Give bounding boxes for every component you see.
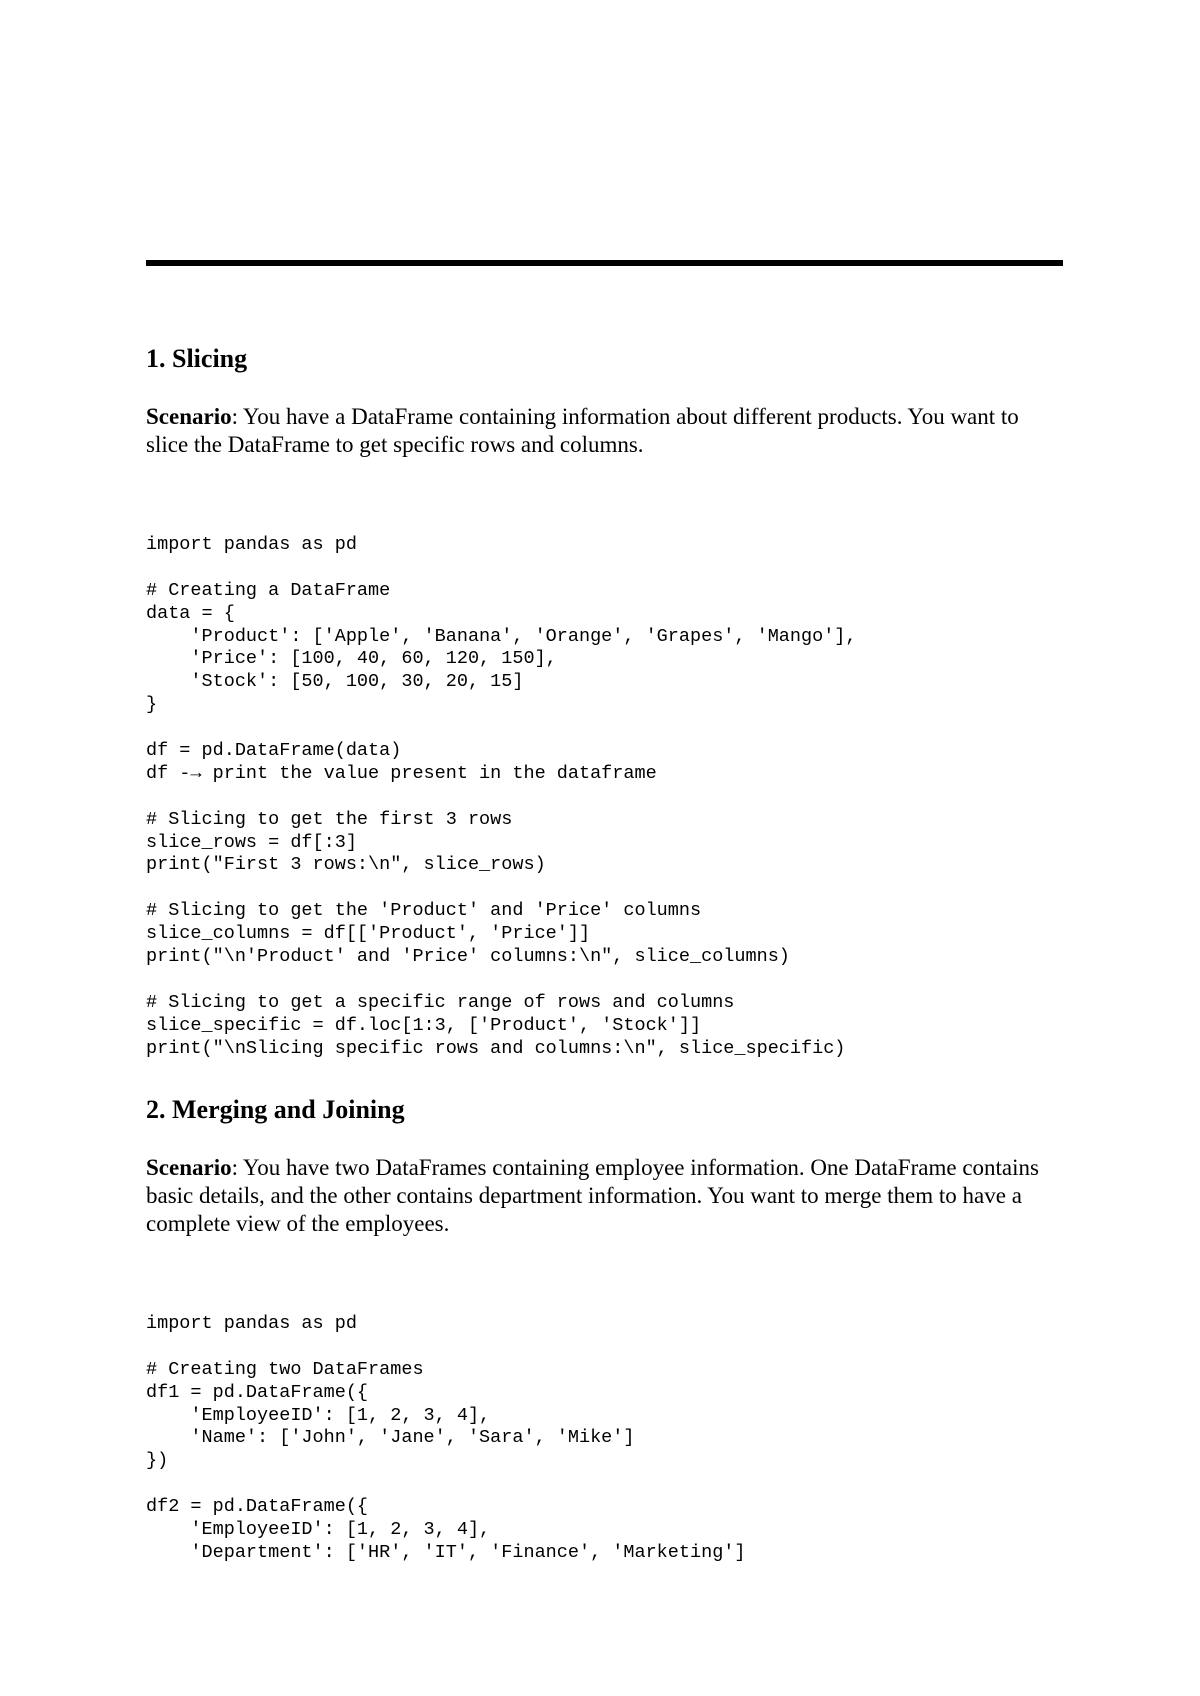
code-line: # Slicing to get the first 3 rows	[146, 808, 513, 830]
code-line: 'Department': ['HR', 'IT', 'Finance', 'Marketing']	[146, 1541, 746, 1563]
section-2-scenario	[146, 1154, 1066, 1238]
section-1-heading: 1. Slicing	[146, 344, 248, 373]
code-line: df2 = pd.DataFrame({	[146, 1496, 369, 1518]
code-line: df -→ print the value present in the dataframe	[146, 762, 657, 784]
code-line: # Creating two DataFrames	[146, 1358, 424, 1380]
section-1-code-block	[146, 534, 857, 1060]
code-line	[146, 969, 857, 992]
code-line	[146, 786, 857, 809]
code-line: # Slicing to get the 'Product' and 'Price' columns	[146, 900, 702, 922]
code-line: 'Stock': [50, 100, 30, 20, 15]	[146, 671, 524, 693]
code-line	[146, 717, 857, 740]
code-line	[146, 1336, 746, 1359]
section-1-scenario	[146, 403, 1066, 459]
code-line: df = pd.DataFrame(data)	[146, 740, 402, 762]
code-line: # Creating a DataFrame	[146, 579, 391, 601]
code-line: 'Name': ['John', 'Jane', 'Sara', 'Mike']	[146, 1427, 635, 1449]
code-line: 'Price': [100, 40, 60, 120, 150],	[146, 648, 557, 670]
section-2-scenario-label: Scenario	[146, 1155, 232, 1180]
code-line: # Slicing to get a specific range of rows and columns	[146, 991, 735, 1013]
code-line	[146, 1473, 746, 1496]
code-line: df1 = pd.DataFrame({	[146, 1381, 369, 1403]
code-line: import pandas as pd	[146, 1313, 357, 1334]
code-line: print("\nSlicing specific rows and columns:\n", slice_specific)	[146, 1037, 846, 1059]
code-line: 'Product': ['Apple', 'Banana', 'Orange', 'Grapes', 'Mango'],	[146, 625, 857, 647]
code-line: slice_specific = df.loc[1:3, ['Product', 'Stock']]	[146, 1014, 702, 1036]
code-line: 'EmployeeID': [1, 2, 3, 4],	[146, 1519, 491, 1541]
code-line: }	[146, 694, 158, 716]
code-line: print("First 3 rows:\n", slice_rows)	[146, 854, 546, 876]
code-line: import pandas as pd	[146, 534, 357, 555]
horizontal-rule	[146, 260, 1063, 266]
code-line: })	[146, 1450, 169, 1472]
code-line: print("\n'Product' and 'Price' columns:\n", slice_columns)	[146, 946, 790, 968]
code-line: data = {	[146, 602, 235, 624]
code-line	[146, 557, 857, 580]
section-1-scenario-label: Scenario	[146, 404, 232, 429]
code-line: slice_rows = df[:3]	[146, 831, 357, 853]
section-1-scenario-text: : You have a DataFrame containing information about different products. You want to slice the DataFrame to get specific rows and columns.	[146, 404, 1019, 457]
section-2-code-block	[146, 1313, 746, 1565]
code-line: slice_columns = df[['Product', 'Price']]	[146, 923, 591, 945]
code-line	[146, 877, 857, 900]
section-2-heading: 2. Merging and Joining	[146, 1095, 405, 1124]
section-2-scenario-text: : You have two DataFrames containing employee information. One DataFrame contains basic details, and the other contains department information. You want to merge them to have a complete view of the employees.	[146, 1155, 1039, 1236]
code-line: 'EmployeeID': [1, 2, 3, 4],	[146, 1404, 491, 1426]
